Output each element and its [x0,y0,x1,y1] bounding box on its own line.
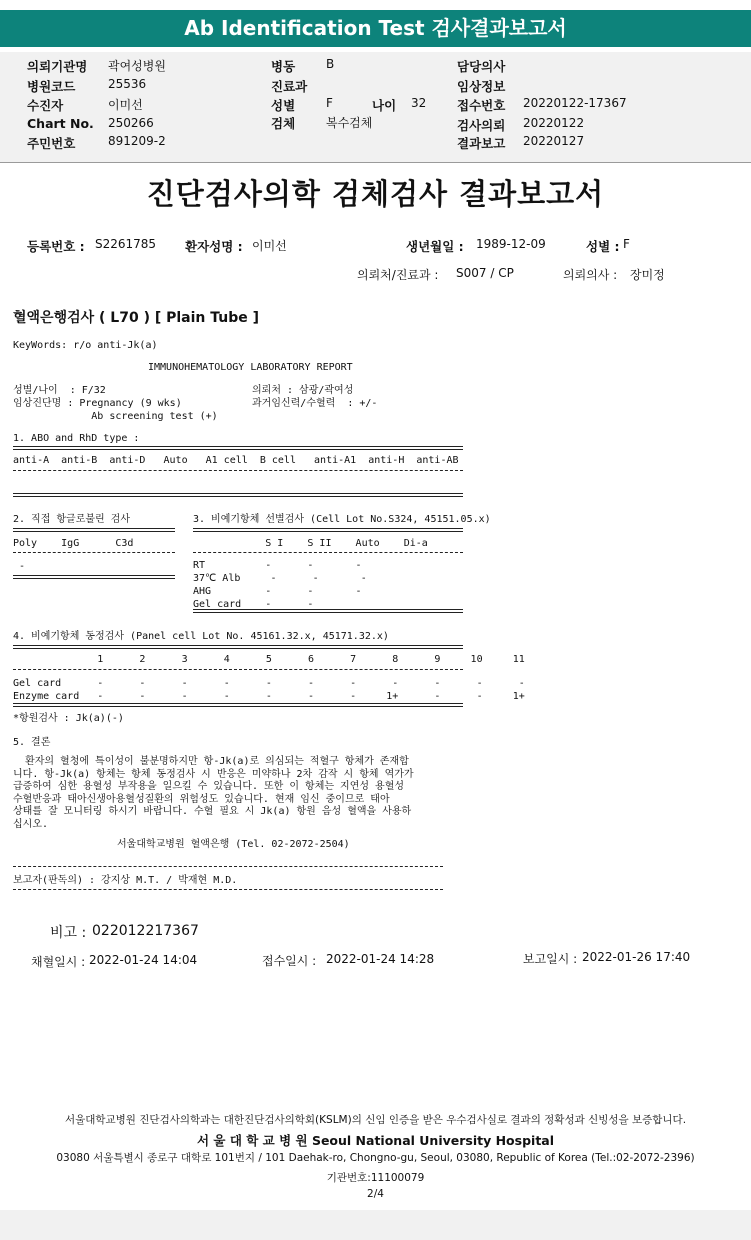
reg-number-value: S2261785 [95,237,157,251]
screening-header: S I S II Auto Di-a [193,538,428,549]
institution-code: 기관번호:11100079 [326,1172,425,1184]
panel-title: 4. 비예기항체 동정검사 (Panel cell Lot No. 45161.32.x, 45171.32.x) [13,631,389,642]
meta-value: 복수검체 [326,116,373,130]
page-number: 2/4 [367,1188,384,1200]
section-title: 혈액은행검사 ( L70 ) [ Plain Tube ] [13,310,260,326]
meta-label: 검체 [271,116,296,131]
sex-label: 성별 : [586,239,620,254]
report-title: 진단검사의학 검체검사 결과보고서 [146,177,605,211]
abo-title: 1. ABO and RhD type : [13,433,140,444]
patient-name-label: 환자성명 : [185,239,243,254]
abo-header: anti-A anti-B anti-D Auto A1 cell B cell anti-A1 anti-H anti-AB [13,455,459,466]
meta-label: 진료과 [271,79,308,94]
meta-value: 32 [411,96,427,110]
rule [193,609,463,613]
meta-label: 의뢰기관명 [27,59,88,74]
rule [13,669,463,670]
info-left: 성별/나이 : F/32 임상진단명 : Pregnancy (9 wks) Ab screening test (+) [13,385,218,422]
rule [13,493,463,497]
hospital-name: 서 울 대 학 교 병 원 Seoul National University Hospital [196,1133,555,1148]
screening-title: 3. 비예기항체 선별검사 (Cell Lot No.S324, 45151.05.x) [193,514,491,525]
note-label: 비고 : [50,925,87,941]
patient-name-value: 이미선 [252,239,287,253]
sex-value: F [623,237,630,251]
panel-rows: Gel card - - - - - - - - - - - Enzyme card - - - - - - - 1+ - - 1+ [13,678,525,702]
meta-label: 병동 [271,59,296,74]
rule [13,645,463,649]
conclusion-text: 환자의 혈청에 특이성이 불분명하지만 항-Jk(a)로 의심되는 적혈구 항체가 존재합 니다. 항-Jk(a) 항체는 항체 동정검사 시 반응은 미약하나 2차 감작 시 항체 역가가 급증하여 심한 용혈성 부작용을 일으킬 수 있습니다. 또한 이 항체는 지연성 용혈성 수혈반응과 태아신생아용혈성질환의 위험성도 있습니다. 현재 임신 중이므로 태아 상태를 잘 모니터링 하시기 바랍니다. 수혈 필요 시 Jk(a) 항원 음성 혈액을 사용하 십시오. [13,756,414,830]
rule [13,575,175,579]
info-right: 의뢰처 : 삼광/곽여성 과거임신력/수혈력 : +/- [252,385,378,409]
meta-value: 891209-2 [108,134,166,148]
rule [13,446,463,450]
screening-rows: RT - - - 37℃ Alb - - - AHG - - - Gel card - - [193,560,367,610]
meta-value: B [326,57,335,71]
meta-label: 결과보고 [457,136,506,151]
meta-label: 수진자 [27,98,64,113]
dob-value: 1989-12-09 [476,237,546,251]
note-value: 022012217367 [92,923,199,939]
meta-value: 20220127 [523,134,585,148]
hospital-address: 03080 서울특별시 종로구 대학로 101번지 / 101 Daehak-ro, Chongno-gu, Seoul, 03080, Republic of Korea (Tel.:02-2072-2396) [56,1152,695,1164]
report-time-value: 2022-01-26 17:40 [582,950,691,964]
rule [13,889,443,890]
reg-number-label: 등록번호 : [27,239,85,254]
lab-report-title: IMMUNOHEMATOLOGY LABORATORY REPORT [148,362,353,373]
page-separator [0,1210,751,1240]
meta-value: 곽여성병원 [108,59,166,73]
meta-value: 이미선 [108,98,143,112]
rule [193,528,463,532]
doctor-label: 의뢰의사 : [563,268,618,282]
receive-time-label: 접수일시 : [262,954,317,968]
certification-statement: 서울대학교병원 진단검사의학과는 대한진단검사의학회(KSLM)의 신임 인증을 받은 우수검사실로 결과의 정확성과 신빙성을 보증합니다. [64,1114,687,1126]
meta-label: 검사의뢰 [457,118,506,133]
rule [13,866,443,867]
reporter: 보고자(판독의) : 강지상 M.T. / 박재현 M.D. [13,875,238,886]
meta-value: 20220122-17367 [523,96,627,110]
rule [193,552,463,553]
meta-label: 임상정보 [457,79,506,94]
report-time-label: 보고일시 : [523,952,578,966]
rule [13,470,463,471]
meta-label: 담당의사 [457,59,506,74]
meta-label: Chart No. [27,116,94,131]
banner-title: Ab Identification Test 검사결과보고서 [0,10,751,47]
dat-value: - [13,561,26,572]
meta-label: 접수번호 [457,98,506,113]
meta-value: F [326,96,333,110]
rule [13,528,175,532]
doctor-value: 장미정 [630,268,665,282]
meta-label: 병원코드 [27,79,76,94]
blood-bank-contact: 서울대학교병원 혈액은행 (Tel. 02-2072-2504) [117,839,350,850]
meta-label: 나이 [372,98,397,113]
dob-label: 생년월일 : [406,239,464,254]
meta-value: 250266 [108,116,154,130]
antigen-test: *항원검사 : Jk(a)(-) [13,713,124,724]
rule [13,552,175,553]
receive-time-value: 2022-01-24 14:28 [326,952,435,966]
panel-header: 1 2 3 4 5 6 7 8 9 10 11 [13,654,525,665]
collect-time-label: 채혈일시 : [31,955,86,969]
meta-value: 20220122 [523,116,585,130]
dept-label: 의뢰처/진료과 : [357,268,439,282]
dept-value: S007 / CP [456,266,514,280]
keywords: KeyWords: r/o anti-Jk(a) [13,340,158,351]
conclusion-title: 5. 결론 [13,737,51,748]
meta-label: 성별 [271,98,296,113]
request-info-panel [0,52,751,163]
meta-value: 25536 [108,77,147,91]
rule [13,703,463,707]
dat-header: Poly IgG C3d [13,538,134,549]
collect-time-value: 2022-01-24 14:04 [89,953,198,967]
dat-title: 2. 직접 항글로불린 검사 [13,514,131,525]
meta-label: 주민번호 [27,136,76,151]
